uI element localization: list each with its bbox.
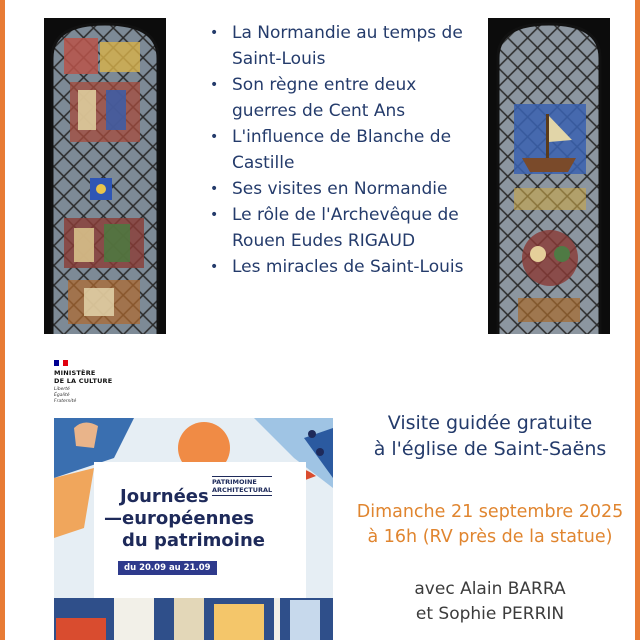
ministry-name-line1: MINISTÈRE	[54, 369, 96, 377]
list-item: • Son règne entre deux guerres de Cent Ans	[210, 75, 417, 121]
topics-list	[210, 20, 470, 280]
list-item: • Ses visites en Normandie	[210, 179, 448, 199]
french-flag-icon	[54, 360, 68, 366]
left-border	[0, 0, 5, 640]
list-item: • Les miracles de Saint-Louis	[210, 257, 464, 277]
ministry-name-line2: DE LA CULTURE	[54, 377, 113, 385]
list-item: • La Normandie au temps de Saint-Louis	[210, 23, 463, 69]
event-title: Visite guidée gratuite à l'église de Saint-Saëns	[373, 412, 607, 460]
poster-title-line1: Journées	[120, 486, 209, 507]
heritage-days-poster	[54, 418, 333, 640]
poster-title-line2: —européennes	[104, 508, 255, 529]
ministry-of-culture-logo	[54, 360, 124, 405]
event-date: Dimanche 21 septembre 2025 à 16h (RV près de la statue)	[356, 502, 624, 547]
event-guides: avec Alain BARRA et Sophie PERRIN	[414, 579, 566, 624]
stained-glass-window-right	[488, 18, 610, 334]
ministry-motto: Liberté Égalité Fraternité	[54, 387, 77, 404]
list-item: • L'influence de Blanche de Castille	[210, 127, 452, 173]
poster-title-line3: du patrimoine	[122, 530, 265, 551]
list-item: • Le rôle de l'Archevêque de Rouen Eudes RIGAUD	[210, 205, 459, 251]
stained-glass-window-left	[44, 18, 166, 334]
flag-red	[63, 360, 68, 366]
poster-tag: PATRIMOINE ARCHITECTURAL	[212, 478, 273, 494]
poster-dates: du 20.09 au 21.09	[118, 561, 217, 575]
